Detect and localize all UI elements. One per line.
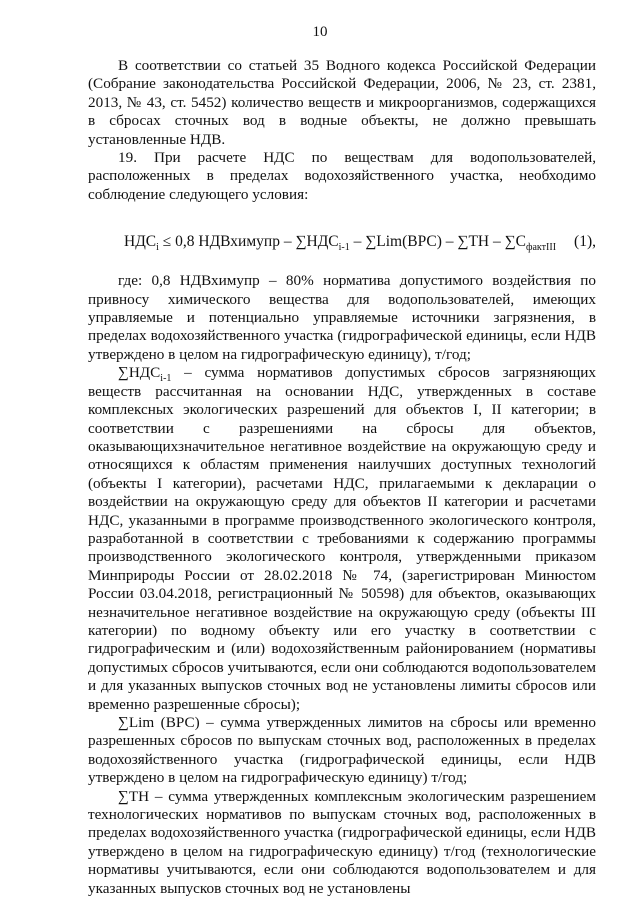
formula-lhs-subscript: i <box>156 242 159 254</box>
formula-expression <box>124 233 557 254</box>
formula-subscript-i-1: i-1 <box>338 242 350 254</box>
definition-ndv: где: 0,8 НДВхимупр – 80% норматива допустимого воздействия по привносу химического вещества для водопользователей, имеющих управляемые и потенциально управляемые источники загрязнения, в пределах водохозяйственного участка (гидрографической единицы, если НДВ утверждено в целом на гидрографическую единицу), т/год; <box>88 272 596 363</box>
page-number: 10 <box>312 24 328 40</box>
formula-lhs: НДС <box>124 233 157 251</box>
formula-1 <box>88 233 596 253</box>
definition-sum-nds <box>88 364 596 714</box>
document-body <box>88 57 596 898</box>
paragraph-item-19: 19. При расчете НДС по веществам для водопользователей, расположенных в пределах водохозяйственного участка, необходимо соблюдение следующего условия: <box>88 149 596 203</box>
sum-nds-subscript: i-1 <box>160 373 172 385</box>
formula-part-2: – ∑Lim(ВРС) – ∑ТН – ∑С <box>349 233 527 251</box>
formula-part-1: ≤ 0,8 НДВхимупр – ∑НДС <box>158 233 339 251</box>
definition-sum-tn: ∑ТН – сумма утвержденных комплексным экологическим разрешением технологических нормативов по выпускам сточных вод, расположенных в пределах водохозяйственного участка (гидрографической единицы, если НДВ утверждено в целом на гидрографическую единицу) т/год (технологические нормативы учитываются, если они соблюдаются водопользователем и для указанных выпусков сточных вод не установлены <box>88 787 596 897</box>
formula-subscript-fact: фактIII <box>526 242 557 254</box>
definition-sum-lim: ∑Lim (ВРС) – сумма утвержденных лимитов на сбросы или временно разрешенных сбросов по выпускам сточных вод, расположенных в пределах водохозяйственного участка (гидрографической единицы, если НДВ утверждено в целом на гидрографическую единицу) т/год; <box>88 714 596 787</box>
paragraph-water-code: В соответствии со статьей 35 Водного кодекса Российской Федерации (Собрание законодательства Российской Федерации, 2006, № 23, ст. 2381, 2013, № 43, ст. 5452) количество веществ и микроорганизмов, содержащихся в сбросах сточных вод в водные объекты, не должно превышать установленные НДВ. <box>88 57 596 148</box>
sum-nds-symbol: ∑НДС <box>118 364 161 382</box>
sum-nds-text: – сумма нормативов допустимых сбросов загрязняющих веществ рассчитанная на основании НДС, утвержденных в составе комплексных экологических разрешений для объектов I, II категории; в соответствии с разрешениями на сбросы для объектов, оказывающихзначительное негативное воздействие на окружающую среду и относящихся к областям применения наилучших доступных технологий (объекты I категории), расчетами НДС, прилагаемыми к декларации о воздействии на окружающую среду для объектов II категории и расчетами НДС, указанными в программе производственного экологического контроля, разработанной в соответствии с требованиями к содержанию программы производственного экологического контроля, утвержденными приказом Минприроды России от 28.02.2018 № 74, (зарегистрирован Минюстом России 03.04.2018, регистрационный № 50598) для объектов, оказывающих незначительное негативное воздействие на окружающую среду (объекты III категории) по водному объекту или его участку в соответствии с гидрографическим и (или) водохозяйственным районированием (нормативы допустимых сбросов учитываются, если они соблюдаются водопользователем и для указанных выпусков сточных вод не установлены лимиты сбросов или временно разрешенные сбросы); <box>88 364 596 713</box>
formula-number: (1), <box>574 233 596 251</box>
